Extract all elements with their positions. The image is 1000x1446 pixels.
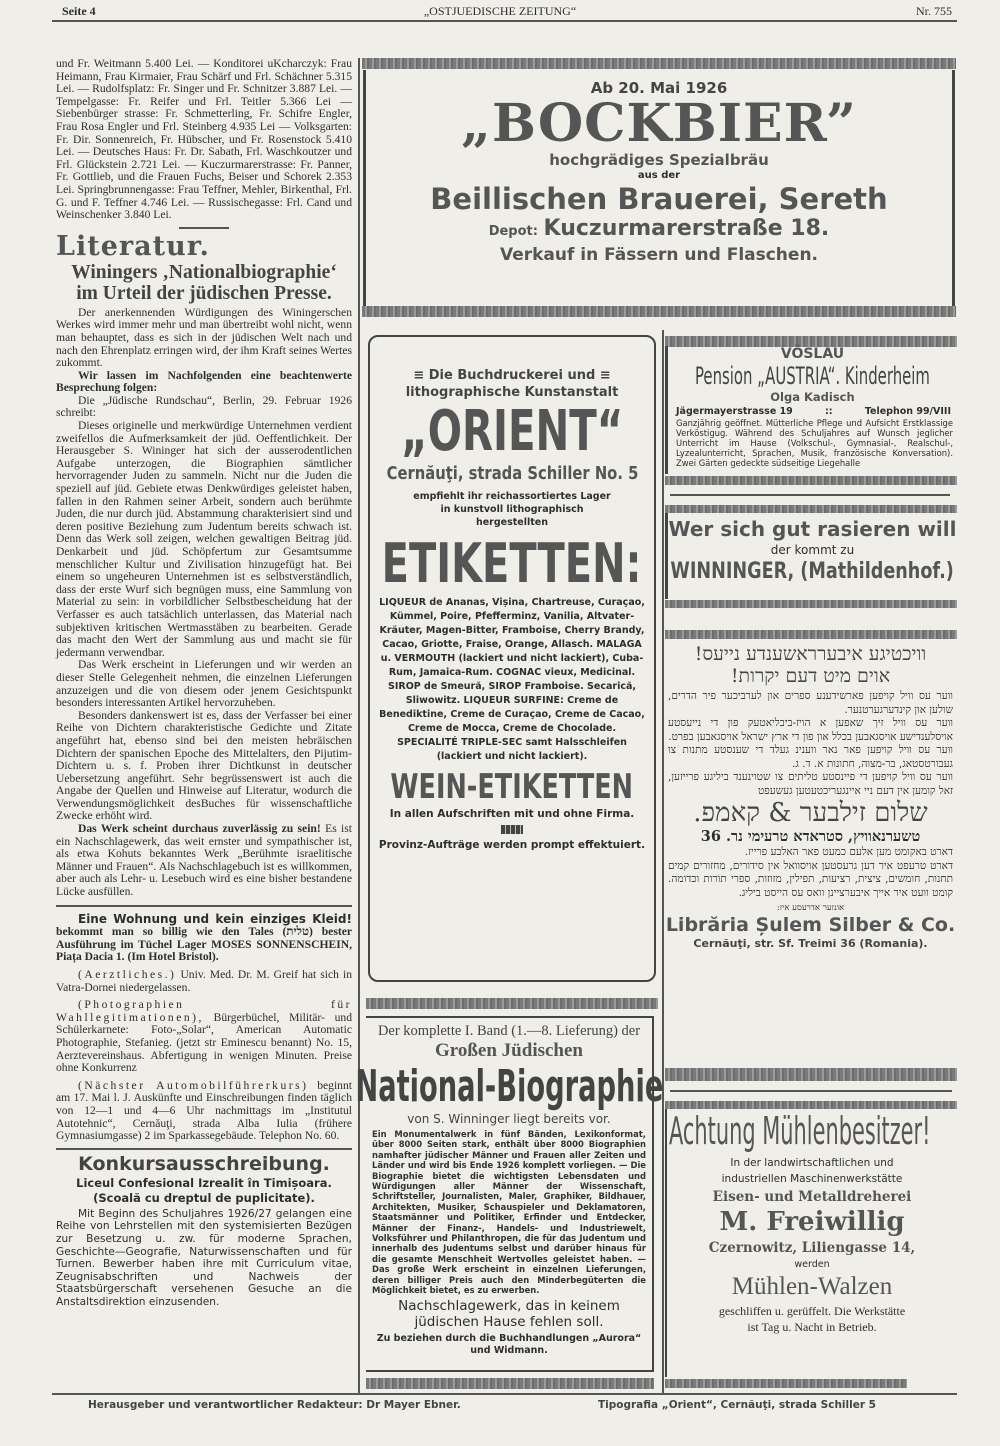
article-title — [56, 262, 352, 304]
ad-firm-name: שלום זילבער & קאמפ. — [693, 798, 928, 828]
ad-address: Jägermayerstrasse 19 — [676, 406, 793, 417]
collection-list: und Fr. Weitmann 5.400 Lei. — Konditorei uKcharczyk: Frau Heimann, Frau Kirmaier, Frau Schärf und Frl. Schächner 5.315 Lei. — Rudolfsplatz: Fr. Singer und Fr. Schnitzer 3.887 Lei. — Tempelgasse: Fr. Reifer und Frl. Teitler 5.366 Lei — Siebenbürger strasse: Fr. Schmetterling, Fr. Schifre Engler, Frau Rosa Engler und Frl. Steinberg 4.935 Lei — Volksgarten: Fr. Dir. Sonnenreich, Fr. Hübscher, und Fr. Rosenstock 5.410 Lei. — Deutsches Haus: Fr. Dr. Sabath, Frl. Waschkoutzer und Frl. Glückstein 2.721 Lei. — Kuczurmarerstrasse: Fr. Panner, Fr. Gottlieb, und die Frauen Fuchs, Beiser und Schorek 2.353 Lei. Springbrunnengasse: Frau Teffner, Mehler, Birkenthal, Frl. G. und F. Teffner 4.746 Lei. — Russischegasse: Frl. Cand und Weinschenker 3.840 Lei. — [56, 57, 352, 222]
notice-heading: Eine Wohnung und kein einziges Kleid! — [78, 911, 352, 926]
divider — [56, 1148, 352, 1150]
newspaper-title: „OSTJUEDISCHE ZEITUNG“ — [423, 4, 577, 18]
notice-text: Univ. Med. Dr. M. Greif hat sich in Vatra-Dornei niedergelassen. — [56, 968, 352, 994]
column-rule — [662, 330, 664, 1393]
ad-text: empfiehlt ihr reichassortiertes Lager in kunstvoll lithographisch hergestellten — [413, 491, 611, 528]
konkurs-subtitle: (Scoală cu dreptul de puplicitate). — [93, 1190, 315, 1205]
ad-firm-name: WINNINGER, (Mathildenhof.) — [670, 559, 955, 584]
ad-text: werden — [794, 1259, 830, 1270]
yiddish-ad — [665, 643, 956, 951]
notice-heading: (Aerztliches.) — [78, 968, 177, 981]
printer-line: Tipografia „Orient“, Cernăuţi, strada Schiller 5 — [598, 1399, 876, 1411]
ornament — [501, 825, 523, 834]
ad-border — [665, 600, 957, 608]
ad-text: der kommt zu — [770, 543, 855, 557]
paragraph: Besonders dankenswert ist es, dass der Verfasser bei einer Reihe von Dichtern charakteristische Gedichte und Zitate angeführt hat, ebenso sind bei den meisten hebräischen Dichtern der spanischen Epoche des Mittelalters, den Pijutim-Dichtern u. s. f. Proben ihrer Dichtkunst in deutscher Uebersetzung angeführt. Sehr begrüssenswert ist auch die Angabe der Quellen und Hinweise auf Literatur, wodurch die Verwendungsmöglichkeit desBuches für wissenschaftliche Zwecke erhöht wird. — [56, 708, 352, 823]
ad-label: אונזער אדרעסע איז: — [776, 903, 845, 913]
ad-firm-name: „ORIENT“ — [400, 399, 624, 464]
muehlen-ad — [665, 1109, 957, 1377]
ad-border — [366, 1378, 654, 1389]
libraria-address: Cernăuţi, str. Sf. Treimi 36 (Romania). — [693, 937, 928, 950]
ad-border — [665, 1101, 957, 1109]
left-column — [56, 58, 352, 1308]
ad-border — [665, 505, 957, 513]
ad-line: ווער עס וויל קויפען פאר נאר ווענינ געלד די שענסטע מתנות צו געבורטסטאג, בר-מצוה, חתונות א. ד. ג. — [668, 744, 953, 770]
ad-date: Ab 20. Mai 1926 — [590, 79, 728, 97]
notice-text: Bürgerbüchel, Militär- und Schülerkarnete: Foto-„Solar“, American Automatic Photographie, Stefanieg. (jetzt str Eminescu benannt) No. 15, Aerztevereinshaus. Abfertigung in wenigen Minuten. Preise ohne Konkurrenz — [56, 1010, 352, 1075]
notice-text: bekommt man so billig wie den Tales (טלית) bester Ausführung im Tüchel Lager MOSES SONNENSCHEIN, Piața Dacia 1. (Im Hotel Bristol). — [56, 925, 352, 964]
ad-border — [665, 1068, 957, 1081]
notice-wohnung — [56, 913, 352, 964]
konkurs-title: Konkursausschreibung. — [78, 1152, 330, 1175]
ad-border — [665, 476, 957, 485]
footer-rule — [52, 1393, 957, 1395]
ad-firm-name: Pension „AUSTRIA“. Kinderheim — [695, 362, 930, 390]
divider — [670, 1090, 952, 1092]
biographie-ad — [355, 1016, 663, 1372]
notice-photographien — [56, 999, 352, 1075]
paragraph: Das Werk erscheint in Lieferungen und wir werden an dieser Stelle Gelegenheit nehmen, die einzelnen Lieferungen anzuzeigen und die von diesem oder jenem Gesichtspunkt besonders interessanten Artikel hervorzuheben. — [56, 658, 352, 710]
ad-text: Eisen- und Metalldreherei — [712, 1189, 912, 1205]
voeslau-ad — [665, 346, 957, 474]
issue-number: Nr. 755 — [916, 4, 952, 18]
ad-firm-name: M. Freiwillig — [719, 1207, 905, 1237]
ad-border — [362, 306, 956, 317]
ad-headline: Achtung Mühlenbesitzer! — [669, 1109, 931, 1153]
header-rule — [52, 20, 957, 22]
orient-ad — [368, 335, 656, 982]
ad-product: Mühlen-Walzen — [731, 1273, 893, 1300]
ad-text: hochgrädiges Spezialbräu — [549, 151, 769, 169]
notice-heading: (Nächster Automobilführerkurs) — [78, 1078, 309, 1092]
ad-body: Ein Monumentalwerk in fünf Bänden, Lexikonformat, über 8000 Seiten stark, enthält über 8000 Biographien namhafter jüdischer Männer und Frauen aller Zeiten und Länder und wird bis Ende 1926 komplett vorliegen. — Die Biographie bietet die wichtigsten Lebensdaten und Würdigungen aller Männer der Wissenschaft, Schriftsteller, Journalisten, Maler, Graphiker, Bildhauer, Architekten, Musiker, Schauspieler und Deklamatoren, Staatsmänner und Politiker, Erfinder und Entdecker, Männer der Finanz-, Handels- und Industriewelt, Volksführer und Philanthropen, die für das Judentum und innerhalb des Judentums selbst und darüber hinaus für die gesamte Menschheit Wertvolles geleistet haben. — Das große Werk erscheint in einzelnen Lieferungen, deren billiger Preis auch den Minderbegüterten die Möglichkeit bietet, es zu erwerben. — [372, 1129, 646, 1296]
ad-body: Ganzjährig geöffnet. Mütterliche Pflege und Aufsicht Erstklassige Verköstigug. Während des Schuljahres auf Wunsch jeglicher Unterricht im Hause (Volkschul-, Gymnasial-, Realschul-, Lyzealunterricht, Sprachen, Musik, französische Konversation). Zwei Gärten gedeckte südseitige Liegehalle — [676, 418, 953, 468]
ad-text: Großen Jüdischen — [435, 1040, 583, 1061]
ad-brewery: Beillischen Brauerei, Sereth — [430, 182, 888, 216]
ad-phone: Telephon 99/VIII — [864, 406, 951, 417]
paragraph-text: Es ist ein Nachschlagewerk, das weit ernster und sympathischer ist, als etwa Kohuts bekanntes Werk „Berühmte israelitische Männer und Frauen“. Als Nachschlagebuch ist es willkommen, aber auch als Lehr- u. Lesebuch wird es eine bisher bestandene Lücke ausfüllen. — [56, 822, 353, 899]
ad-headline: אוים מיט דעם יקרות! — [730, 665, 891, 687]
ad-title: National-Biographie — [355, 1061, 663, 1112]
konkurs-text: Mit Beginn des Schuljahres 1926/27 gelangen eine Reihe von Lehrstellen mit den systemisierten Bezügen zur Besetzung u. zw. für moderne Sprachen, Geschichte—Geografie, Naturwissenschaften und für Turnen. Bewerber haben ihre mit Curriculum vitae, Zeugnisabschriften und Nachweis der Staatsbürgerschaft versehenen Gesuche an die Anstaltsdirektion einzusenden. — [56, 1207, 352, 1308]
ad-label: Depot: — [488, 224, 538, 239]
article-title-line: im Urteil der jüdischen Presse. — [76, 282, 332, 304]
divider — [179, 227, 229, 229]
article-title-line: Winingers ‚Nationalbiographie‘ — [71, 261, 337, 283]
ad-owner: Olga Kadisch — [770, 390, 855, 404]
notice-aerztliches — [56, 969, 352, 994]
notice-text: beginnt am 17. Mai l. J. Auskünfte und Einschreibungen finden täglich von 12—1 und 4—6 Uhr nachmittags im „Institutul Autotehnic“, Cernăuţi, strada Alba Iulia (frühere Gymnasiumgasse) 2 im Sparkassegebäude. Telephon No. 60. — [56, 1078, 352, 1143]
ad-line: דארט טרעפט איר דען גרעסטען אויסוואל אין סידורים, מחזורים קמים תחנות, חומשים, ציצית, רציעות, תפילין, מזוזות, ספרי תורות וכדומה. קומט וועט איר אייך איבערציינן וואס עס הייסט ביליג. — [668, 859, 953, 899]
ad-border — [366, 998, 658, 1009]
ad-line: ווער עס וויל קויפען די פיינסטע טליתים צו שטוינענד ביליגע פרייזען, זאל קומען אין דעם ניי איינגעריכטעטען געשעפט — [668, 771, 953, 797]
paragraph: Der anerkennenden Würdigungen des Winingerschen Werkes wird immer mehr und man übertreibt wohl nicht, wenn man behauptet, dass es sich in der jüdischen Welt nach und nach den Ehrenplatz erringen wird, der ihm Kraft seines Wertes zukommt. — [56, 305, 352, 370]
separator: :: — [825, 406, 833, 417]
paragraph: Wir lassen im Nachfolgenden eine beachtenwerte Besprechung folgen: — [56, 368, 352, 395]
paragraph — [56, 823, 352, 899]
ad-wein-etiketten: WEIN-ETIKETTEN — [390, 767, 634, 807]
ad-product-list: LIQUEUR de Ananas, Vișina, Chartreuse, Curaçao, Kümmel, Poire, Pfefferminz, Vanilia, Altvater-Kräuter, Magen-Bitter, Framboise, Cherry Brandy, Cacao, Griotte, Fraise, Orange, Allasch. MALAGA u. VERMOUTH (lackiert und nicht lackiert), Cuba-Rum, Jamaica-Rum. COGNAC vieux, Medicinal. SIROP de Smeură, SIROP Framboise. Secarică, Sliwowitz. LIQUEUR SURFINE: Creme de Benediktine, Creme de Curaçao, Creme de Cacao, Creme de Mocca, Creme de Chocolade. SPECIALITÉ TRIPLE-SEC samt Halsschleifen (lackiert und nicht lackiert). — [379, 597, 645, 762]
section-heading: Literatur. — [56, 230, 210, 262]
rasier-ad — [665, 513, 957, 599]
ad-line: ווער עס וויל זיך שאפען א הויז-ביבליאטעק פון די נייעסטע אויסלענדישע אויסגאבען בכלל און פון די ארץ ישראל אויסגאבען בפרט. — [668, 717, 953, 743]
ad-border — [362, 58, 956, 69]
ad-text: Zu beziehen durch die Buchhandlungen „Aurora“ und Widmann. — [376, 1332, 642, 1356]
konkurs-subtitle: Liceul Confesional Izrealit în Timișoara. — [76, 1175, 332, 1190]
ad-text: lithographische Kunstanstalt — [405, 385, 619, 400]
paragraph: Dieses originelle und merkwürdige Unternehmen verdient zweifellos die Aufmerksamkeit der jüd. Oeffentlichkeit. Der Herausgeber S. Wininger hat sich der ausserodentlichen Aufgabe unterzogen, die Biographien sämtlicher hervorragender Juden zu sammeln. Nicht nur die Juden die speziell auf jüd. Gebiete etwas Denkwürdiges geleistet haben, fallen in den Rahmen seiner Arbeit, sondern auch berühmte Juden, die nur durch jüd. Abstammung charakterisiert sind und deren positive Beziehung zum Judentum bereits schwach ist. Denn das Werk soll zeigen, welchen gewaltigen Beitrag jüd. Denkarbeit und jüd. Schöpfertum zur Gesamtsumme menschlicher Kultur und Zivilisation hinzugefügt hat. Bei einem so ungeheuren Unternehmen ist es selbstverständlich, dass der erste Wurf sich begnügen muss, eine Sammlung von Material zu sein: in vorbildlicher Selbstbescheidung hat der Verfasser es auch tatsächlich unterlassen, das Material nach subjektiven kritischen Wertmasstäben zu bearbeiten. Gerade das macht den Wert der Sammlung aus und macht sie für jedermann verwendbar. — [56, 419, 352, 659]
ad-product-name: „BOCKBIER” — [461, 93, 857, 154]
ad-text: Provinz-Aufträge werden prompt effektuiert. — [378, 839, 646, 851]
bockbier-ad — [363, 70, 955, 306]
ad-border — [665, 630, 957, 639]
ad-address: Cernăuţi, strada Schiller No. 5 — [386, 463, 638, 484]
ad-headline: וויכטיגע איבערראשענדע נייעס! — [694, 643, 927, 665]
page-number: Seite 4 — [62, 4, 96, 18]
ad-address: טשערנאוויץ, סטראדא טרעימי נר. 36 — [700, 828, 921, 845]
ad-line: ווער עס וויל קויפען פארשידענע ספרים און לערביכער פיר הדרים, שולען און קינדערגערטנער. — [668, 690, 953, 716]
ad-text: Der komplette I. Band (1.—8. Lieferung) der — [377, 1023, 641, 1039]
ad-line: דארט באקומט מען אלעם כמעט פאר האלבע פרייז. — [744, 846, 953, 858]
ad-text: von S. Winninger liegt bereits vor. — [407, 1112, 611, 1126]
ad-text: In der landwirtschaftlichen und industriellen Maschinenwerkstätte — [721, 1157, 903, 1185]
notice-automobil — [56, 1080, 352, 1143]
ad-etiketten: ETIKETTEN: — [382, 532, 642, 595]
ad-text: ≡ Die Buchdruckerei und ≡ — [413, 368, 611, 383]
ad-headline: Wer sich gut rasieren will — [668, 517, 957, 541]
ad-place: VÖSLAU — [780, 346, 845, 362]
notice-heading: (Photographien für Wahllegitimationen), — [56, 998, 352, 1024]
divider — [56, 905, 352, 907]
ad-text: Verkauf in Fässern und Flaschen. — [499, 245, 819, 265]
editor-line: Herausgeber und verantwortlicher Redakteur: Dr Mayer Ebner. — [88, 1399, 461, 1411]
ad-text: aus der — [637, 170, 681, 181]
ad-border — [665, 1379, 907, 1388]
ad-text: In allen Aufschriften mit und ohne Firma. — [389, 808, 635, 820]
emphasis: Das Werk scheint durchaus zuverlässig zu sein! — [78, 822, 321, 836]
ad-tagline: Nachschlagewerk, das in keinem jüdischen Hause fehlen soll. — [398, 1297, 620, 1330]
ad-address: Kuczurmarerstraße 18. — [543, 216, 830, 241]
divider — [670, 494, 950, 496]
ad-text: geschliffen u. gerüffelt. Die Werkstätte ist Tag u. Nacht in Betrieb. — [718, 1304, 906, 1334]
libraria-name: Librăria Șulem Silber & Co. — [665, 914, 956, 936]
column-rule — [358, 58, 360, 1393]
paragraph: Die „Jüdische Rundschau“, Berlin, 29. Februar 1926 schreibt: — [56, 393, 352, 420]
ad-address: Czernowitz, Liliengasse 14, — [708, 1240, 916, 1256]
